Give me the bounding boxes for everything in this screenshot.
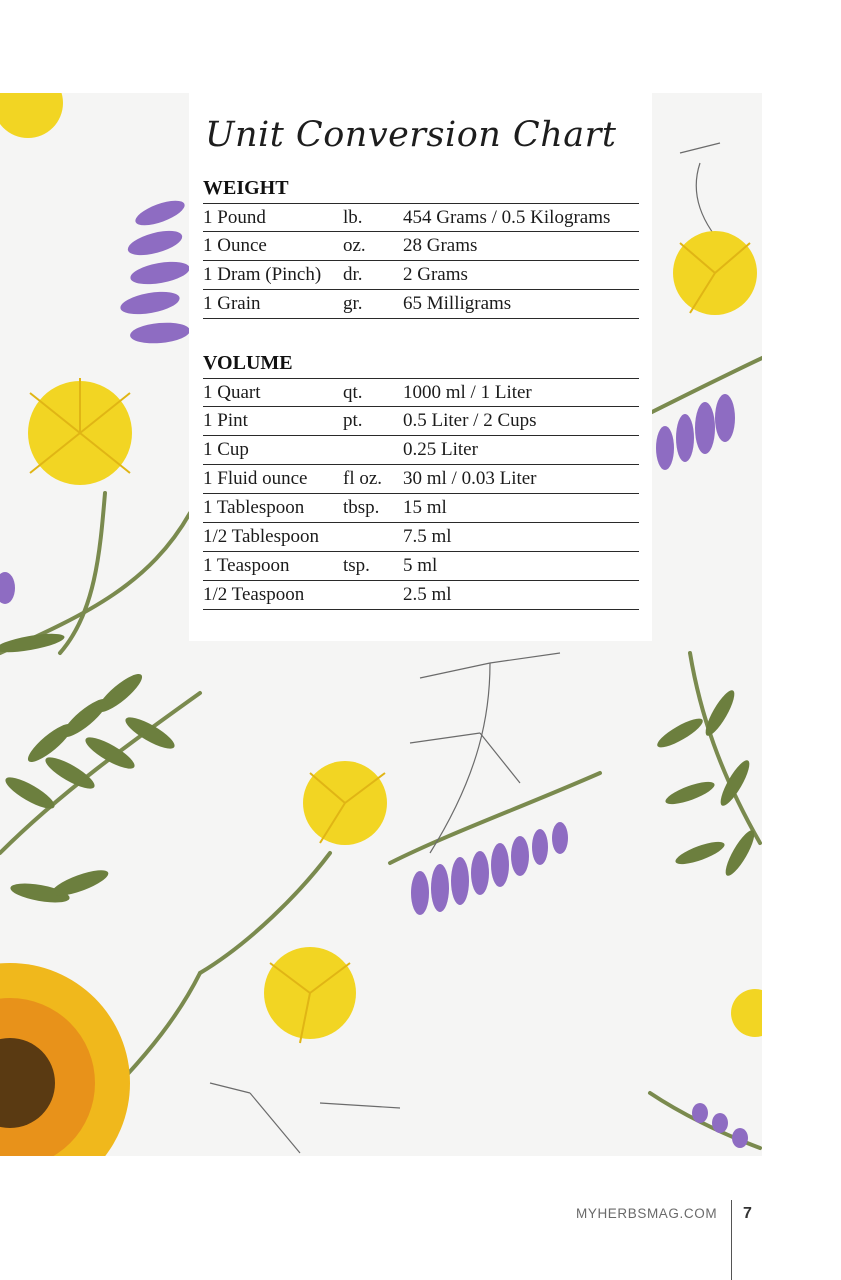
unit-cell: 1 Fluid ounce <box>203 468 308 489</box>
table-row <box>203 378 639 407</box>
abbr-cell: gr. <box>343 293 363 314</box>
abbr-cell: lb. <box>343 207 363 228</box>
table-row <box>203 407 639 436</box>
table-row <box>203 581 639 610</box>
page-number: 7 <box>743 1205 752 1222</box>
table-row <box>203 203 639 232</box>
equiv-cell: 454 Grams / 0.5 Kilograms <box>403 207 611 228</box>
unit-cell: 1/2 Teaspoon <box>203 584 305 605</box>
table-row <box>203 290 639 319</box>
volume-table <box>203 378 639 610</box>
unit-cell: 1 Ounce <box>203 235 267 256</box>
equiv-cell: 28 Grams <box>403 235 478 256</box>
table-row <box>203 552 639 581</box>
abbr-cell: tsp. <box>343 555 370 576</box>
unit-cell: 1 Pound <box>203 207 266 228</box>
volume-heading: VOLUME <box>203 352 293 374</box>
conversion-card <box>189 93 652 641</box>
footer-divider <box>731 1200 732 1280</box>
table-row <box>203 523 639 552</box>
page-title: Unit Conversion Chart <box>205 115 617 155</box>
unit-cell: 1 Teaspoon <box>203 555 290 576</box>
equiv-cell: 2.5 ml <box>403 584 452 605</box>
equiv-cell: 15 ml <box>403 497 447 518</box>
abbr-cell: dr. <box>343 264 363 285</box>
abbr-cell: fl oz. <box>343 468 383 489</box>
abbr-cell: qt. <box>343 382 363 403</box>
weight-table <box>203 203 639 319</box>
equiv-cell: 30 ml / 0.03 Liter <box>403 468 537 489</box>
equiv-cell: 7.5 ml <box>403 526 452 547</box>
equiv-cell: 5 ml <box>403 555 438 576</box>
equiv-cell: 0.25 Liter <box>403 439 478 460</box>
footer-site-link[interactable]: MYHERBSMAG.COM <box>576 1206 718 1221</box>
equiv-cell: 0.5 Liter / 2 Cups <box>403 410 537 431</box>
weight-heading: WEIGHT <box>203 177 289 199</box>
unit-cell: 1 Pint <box>203 410 248 431</box>
unit-cell: 1 Tablespoon <box>203 497 305 518</box>
table-row <box>203 232 639 261</box>
table-row <box>203 261 639 290</box>
equiv-cell: 2 Grams <box>403 264 468 285</box>
unit-cell: 1 Quart <box>203 382 261 403</box>
abbr-cell: tbsp. <box>343 497 380 518</box>
table-row <box>203 494 639 523</box>
abbr-cell: pt. <box>343 410 363 431</box>
equiv-cell: 1000 ml / 1 Liter <box>403 382 532 403</box>
unit-cell: 1 Grain <box>203 293 261 314</box>
table-row <box>203 436 639 465</box>
equiv-cell: 65 Milligrams <box>403 293 512 314</box>
abbr-cell: oz. <box>343 235 366 256</box>
unit-cell: 1 Cup <box>203 439 249 460</box>
unit-cell: 1/2 Tablespoon <box>203 526 320 547</box>
table-row <box>203 465 639 494</box>
unit-cell: 1 Dram (Pinch) <box>203 264 322 285</box>
